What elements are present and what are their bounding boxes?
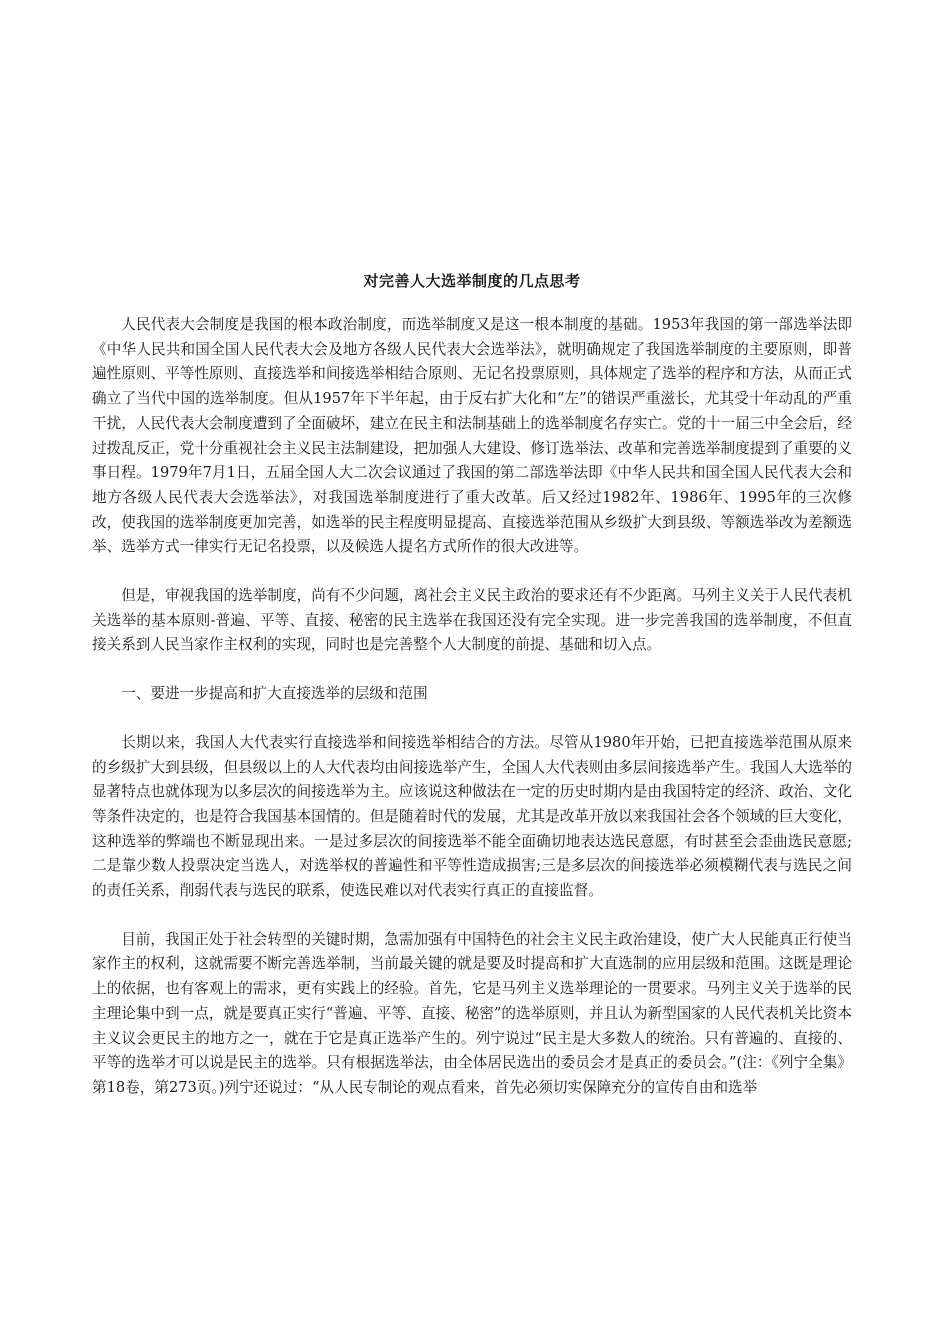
section-heading-1: 一、要进一步提高和扩大直接选举的层级和范围 xyxy=(121,685,428,703)
paragraph-current-situation: 目前，我国正处于社会转型的关键时期，急需加强有中国特色的社会主义民主政治建设，使广大人民能真正行使当家作主的权利，这就需要不断完善选举制，当前最关键的就是要及时提高和扩大直选制的应用层级和范围。这既是理论上的依据，也有客观上的需求，更有实践上的经验。首先，它是马列主义选举理论的一贯要求。马列主义关于选举的民主理论集中到一点，就是要真正实行“普遍、平等、直接、秘密”的选举原则，并且认为新型国家的人民代表机关比资本主义议会更民主的地方之一，就在于它是真正选举产生的。列宁说过“民主是大多数人的统治。只有普遍的、直接的、平等的选举才可以说是民主的选举。只有根据选举法，由全体居民选出的委员会才是真正的委员会。”(注：《列宁全集》第18卷，第273页。)列宁还说过：“从人民专制论的观点看来，首先必须切实保障充分的宣传自由和选举 xyxy=(92,930,852,1096)
paragraph-problems: 但是，审视我国的选举制度，尚有不少问题，离社会主义民主政治的要求还有不少距离。马列主义关于人民代表机关选举的基本原则-普遍、平等、直接、秘密的民主选举在我国还没有完全实现。进一步完善我国的选举制度，不但直接关系到人民当家作主权利的实现，同时也是完善整个人大制度的前提、基础和切入点。 xyxy=(92,587,852,654)
paragraph-direct-election: 长期以来，我国人大代表实行直接选举和间接选举相结合的方法。尽管从1980年开始，已把直接选举范围从原来的乡级扩大到县级，但县级以上的人大代表均由间接选举产生，全国人大代表则由多层间接选举产生。我国人大选举的显著特点也就体现为以多层次的间接选举为主。应该说这种做法在一定的历史时期内是由我国特定的经济、政治、文化等条件决定的，也是符合我国基本国情的。但是随着时代的发展，尤其是改革开放以来我国社会各个领域的巨大变化，这种选举的弊端也不断显现出来。一是过多层次的间接选举不能全面确切地表达选民意愿，有时甚至会歪曲选民意愿;二是靠少数人投票决定当选人，对选举权的普遍性和平等性造成损害;三是多层次的间接选举必须模糊代表与选民之间的责任关系，削弱代表与选民的联系，使选民难以对代表实行真正的直接监督。 xyxy=(92,733,852,900)
document-title: 对完善人大选举制度的几点思考 xyxy=(363,272,581,290)
paragraph-introduction: 人民代表大会制度是我国的根本政治制度，而选举制度又是这一根本制度的基础。1953年我国的第一部选举法即《中华人民共和国全国人民代表大会及地方各级人民代表大会选举法》，就明确规定了我国选举制度的主要原则，即普遍性原则、平等性原则、直接选举和间接选举相结合原则、无记名投票原则，具体规定了选举的程序和方法，从而正式确立了当代中国的选举制度。但从1957年下半年起，由于反右扩大化和“左”的错误严重滋长，尤其受十年动乱的严重干扰，人民代表大会制度遭到了全面破坏，建立在民主和法制基础上的选举制度名存实亡。党的十一届三中全会后，经过拨乱反正，党十分重视社会主义民主法制建设，把加强人大建设、修订选举法、改革和完善选举制度提到了重要的义事日程。1979年7月1日，五届全国人大二次会议通过了我国的第二部选举法即《中华人民共和国全国人民代表大会和地方各级人民代表大会选举法》，对我国选举制度进行了重大改革。后又经过1982年、1986年、1995年的三次修改，使我国的选举制度更加完善，如选举的民主程度明显提高、直接选举范围从乡级扩大到县级、等额选举改为差额选举、选举方式一律实行无记名投票，以及候选人提名方式所作的很大改进等。 xyxy=(92,316,852,556)
document-page xyxy=(92,266,852,1125)
